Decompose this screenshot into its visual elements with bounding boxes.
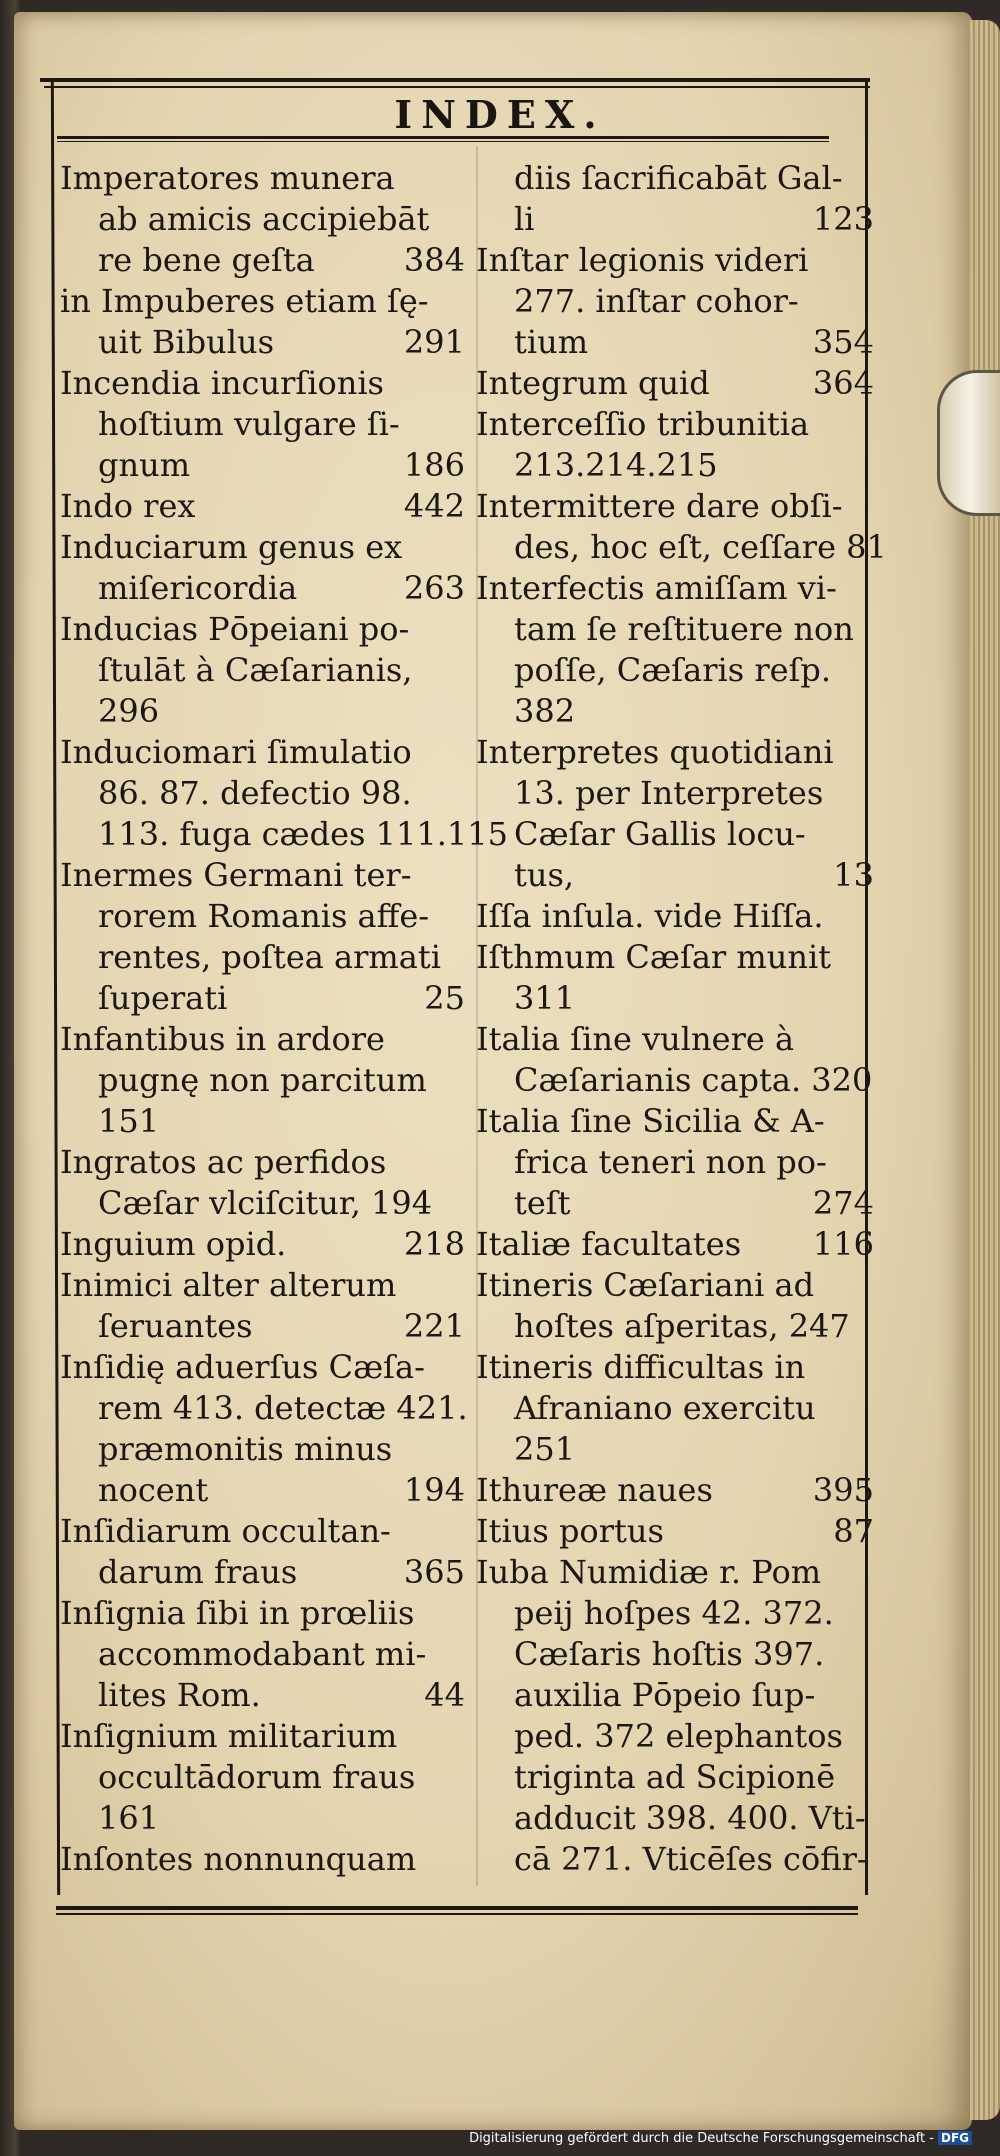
index-entry-text: in Impuberes etiam ſę- [60,282,429,320]
index-entry-text: ab amicis accipiebāt [98,200,430,238]
index-entry-text: triginta ad Scipionē [514,1758,836,1796]
index-entry-text: occultādorum fraus [98,1758,416,1796]
index-column-right [476,158,887,1880]
index-entry-text: Cæſaris hoſtis 397. [514,1635,825,1673]
index-line [476,1593,874,1634]
index-entry-text: Inſignia ſibi in prœliis [60,1594,415,1632]
index-entry-text: rentes, poſtea armati [98,938,441,976]
index-entry-text: Itineris Cæſariani ad [476,1266,815,1304]
index-line [476,240,874,281]
index-entry-text: nocent [98,1471,209,1509]
index-entry-text: Integrum quid [476,364,710,402]
index-entry-text: 113. fuga cædes 111.115 [98,815,508,853]
index-entry-text: lites Rom. [98,1676,261,1714]
index-entry-text: 151 [98,1102,160,1140]
index-line [476,1060,874,1101]
page-reference: 365 [403,1553,465,1591]
index-line [476,1347,874,1388]
index-entry-text: Inſtar legionis videri [476,241,809,279]
index-entry-text: Infantibus in ardore [60,1020,385,1058]
page-reference: 13 [833,856,874,894]
index-entry-text: Imperatores munera [60,159,395,197]
index-entry-text: re bene geſta [98,241,315,279]
index-line [476,1839,874,1880]
page-reference: 395 [812,1471,874,1509]
index-line [60,1060,465,1101]
index-entry-text: Cæſar Gallis locu- [514,815,806,853]
index-entry-text: Inſidiarum occultan- [60,1512,391,1550]
index-line [60,445,465,486]
index-line [476,937,874,978]
frame-bottom-rule [56,1906,858,1910]
index-line [476,1552,874,1593]
index-line [60,937,465,978]
index-line [476,1142,874,1183]
index-line [476,199,874,240]
index-entry-text: rorem Romanis affe- [98,897,430,935]
page-reference: 116 [812,1225,874,1263]
index-line [60,1675,465,1716]
index-line [476,1224,874,1265]
index-entry-text: Ingratos ac perfidos [60,1143,387,1181]
page-reference: 221 [403,1307,465,1345]
index-entry-text: Itineris difficultas in [476,1348,806,1386]
index-entry-text: peij hoſpes 42. 372. [514,1594,834,1632]
index-line [476,855,874,896]
index-entry-text: ſeruantes [98,1307,253,1345]
index-line [60,568,465,609]
frame-bottom-inner-rule [56,1913,858,1915]
index-line [476,650,874,691]
page-reference: 291 [403,323,465,361]
index-line [60,1183,465,1224]
index-entry-text: accommodabant mi- [98,1635,427,1673]
index-line [476,1183,874,1224]
page-reference: 194 [403,1471,465,1509]
index-column-left [60,158,508,1880]
page-reference: 87 [833,1512,874,1550]
header-rule-thin [57,141,829,142]
page-reference: 263 [403,569,465,607]
index-entry-text: Interceſſio tribunitia [476,405,810,443]
frame-top-inner-rule [44,86,870,88]
index-line [476,486,874,527]
index-entry-text: Cæſar vlciſcitur, 194 [98,1184,433,1222]
index-entry-text: Inducias Pōpeiani po- [60,610,410,648]
page-reference: 354 [812,323,874,361]
index-entry-text: rem 413. detectæ 421. [98,1389,468,1427]
index-line [476,1634,874,1675]
index-line [60,281,465,322]
index-entry-text: teſt [514,1184,571,1222]
index-line [60,527,465,568]
index-line [476,732,874,773]
index-entry-text: Induciarum genus ex [60,528,403,566]
frame-top-rule [40,78,870,82]
index-entry-text: Itius portus [476,1512,664,1550]
index-line [476,568,874,609]
index-entry-text: 161 [98,1799,160,1837]
index-entry-text: Indo rex [60,487,196,525]
index-line [476,814,874,855]
page-reference: 44 [424,1676,465,1714]
index-entry-text: uit Bibulus [98,323,274,361]
index-entry-text: Inſidię aduerſus Cæſa- [60,1348,425,1386]
index-entry-text: ſtulāt à Cæſarianis, [98,651,413,689]
index-entry-text: Interpretes quotidiani [476,733,834,771]
index-line [60,896,465,937]
index-line [476,1306,874,1347]
index-line [476,281,874,322]
index-line [476,363,874,404]
page-reference: 364 [812,364,874,402]
index-entry-text: Cæſarianis capta. 320 [514,1061,873,1099]
index-line [60,1757,465,1798]
index-entry-text: 86. 87. defectio 98. [98,774,412,812]
index-line [60,1306,465,1347]
index-entry-text: pugnę non parcitum [98,1061,427,1099]
index-line [476,1757,874,1798]
index-entry-text: ſuperati [98,979,228,1017]
index-entry-text: li [514,200,535,238]
index-line [60,1265,465,1306]
index-entry-text: Ithureæ naues [476,1471,713,1509]
index-entry-text: 13. per Interpretes [514,774,824,812]
index-entry-text: 251 [514,1430,576,1468]
index-line [60,1798,465,1839]
index-entry-text: darum fraus [98,1553,298,1591]
index-line [60,1552,465,1593]
index-line [60,1429,465,1470]
page-reference: 218 [403,1225,465,1263]
page-reference: 25 [424,979,465,1017]
index-entry-text: Inguium opid. [60,1225,287,1263]
index-line [476,1675,874,1716]
index-line [60,1019,465,1060]
index-entry-text: diis ſacrificabāt Gal- [514,159,843,197]
index-entry-text: 277. inſtar cohor- [514,282,799,320]
page-reference: 384 [403,241,465,279]
index-line [60,855,465,896]
index-line [60,1593,465,1634]
index-entry-text: frica teneri non po- [514,1143,827,1181]
index-line [60,1716,465,1757]
page-reference: 442 [403,487,465,525]
index-entry-text: hoſtes aſperitas, 247 [514,1307,850,1345]
index-line [60,1839,465,1880]
page-title: INDEX. [394,92,606,137]
index-line [476,404,874,445]
index-entry-text: miſericordia [98,569,298,607]
index-line [60,1142,465,1183]
index-entry-text: Inermes Germani ter- [60,856,412,894]
index-entry-text: Induciomari ſimulatio [60,733,412,771]
index-line [476,445,874,486]
index-entry-text: 296 [98,692,160,730]
page-reference: 274 [812,1184,874,1222]
page-tab-marker [937,370,1000,516]
index-line [60,732,465,773]
index-entry-text: auxilia Pōpeio ſup- [514,1676,816,1714]
index-entry-text: Afraniano exercitu [514,1389,816,1427]
credit-text: Digitalisierung gefördert durch die Deutsche Forschungsgemeinschaft - [469,2131,934,2146]
index-line [60,978,465,1019]
index-entry-text: Inſontes nonnunquam [60,1840,417,1878]
index-entry-text: Iuba Numidiæ r. Pom [476,1553,822,1591]
index-line [60,158,465,199]
index-line [60,322,465,363]
index-entry-text: cā 271. Vticēſes cōfir- [514,1840,868,1878]
index-line [476,691,874,732]
index-line [60,814,508,855]
index-entry-text: poſſe, Cæſaris reſp. [514,651,832,689]
index-line [60,1511,465,1552]
index-line [476,773,874,814]
index-line [476,1716,874,1757]
index-entry-text: tium [514,323,589,361]
index-line [476,1470,874,1511]
index-line [476,1798,874,1839]
index-line [60,486,465,527]
index-line [476,1388,874,1429]
index-entry-text: 213.214.215 [514,446,718,484]
index-line [476,978,874,1019]
index-line [60,363,465,404]
index-line [60,404,465,445]
index-line [476,1511,874,1552]
digitization-credit [469,2131,972,2146]
index-line [476,1019,874,1060]
index-line [60,199,465,240]
index-entry-text: Inſignium militarium [60,1717,398,1755]
page-reference: 123 [812,200,874,238]
index-line [476,158,874,199]
index-line [60,1470,465,1511]
index-line [476,322,874,363]
index-line [476,1265,874,1306]
index-entry-text: præmonitis minus [98,1430,393,1468]
index-entry-text: tus, [514,856,575,894]
index-entry-text: ped. 372 elephantos [514,1717,843,1755]
index-entry-text: Iſthmum Cæſar munit [476,938,832,976]
index-line [476,609,874,650]
index-line [60,1224,465,1265]
index-entry-text: 311 [514,979,576,1017]
index-entry-text: Incendia incurſionis [60,364,384,402]
index-entry-text: gnum [98,446,191,484]
index-entry-text: Iſſa inſula. vide Hiſſa. [476,897,824,935]
index-entry-text: Intermittere dare obſi- [476,487,843,525]
index-entry-text: adducit 398. 400. Vti- [514,1799,866,1837]
index-entry-text: Italia ſine Sicilia & A- [476,1102,825,1140]
index-line [60,240,465,281]
index-entry-text: Inimici alter alterum [60,1266,397,1304]
index-entry-text: tam ſe reſtituere non [514,610,854,648]
index-line [60,609,465,650]
index-line [60,1347,465,1388]
index-entry-text: Italiæ facultates [476,1225,742,1263]
index-entry-text: Interfectis amiſſam vi- [476,569,837,607]
index-line [60,1101,465,1142]
dfg-logo: DFG [938,2131,972,2145]
index-entry-text: 382 [514,692,576,730]
index-line [476,1101,874,1142]
index-line [476,1429,874,1470]
page-fore-edge [970,20,1000,2120]
index-entry-text: hoſtium vulgare ſi- [98,405,400,443]
index-line [60,650,465,691]
index-line [476,896,874,937]
index-entry-text: des, hoc eſt, ceſſare 81 [514,528,887,566]
index-line [60,1634,465,1675]
index-line [476,527,887,568]
index-line [60,1388,468,1429]
index-line [60,773,465,814]
index-line [60,691,465,732]
page-reference: 186 [403,446,465,484]
index-entry-text: Italia ſine vulnere à [476,1020,795,1058]
